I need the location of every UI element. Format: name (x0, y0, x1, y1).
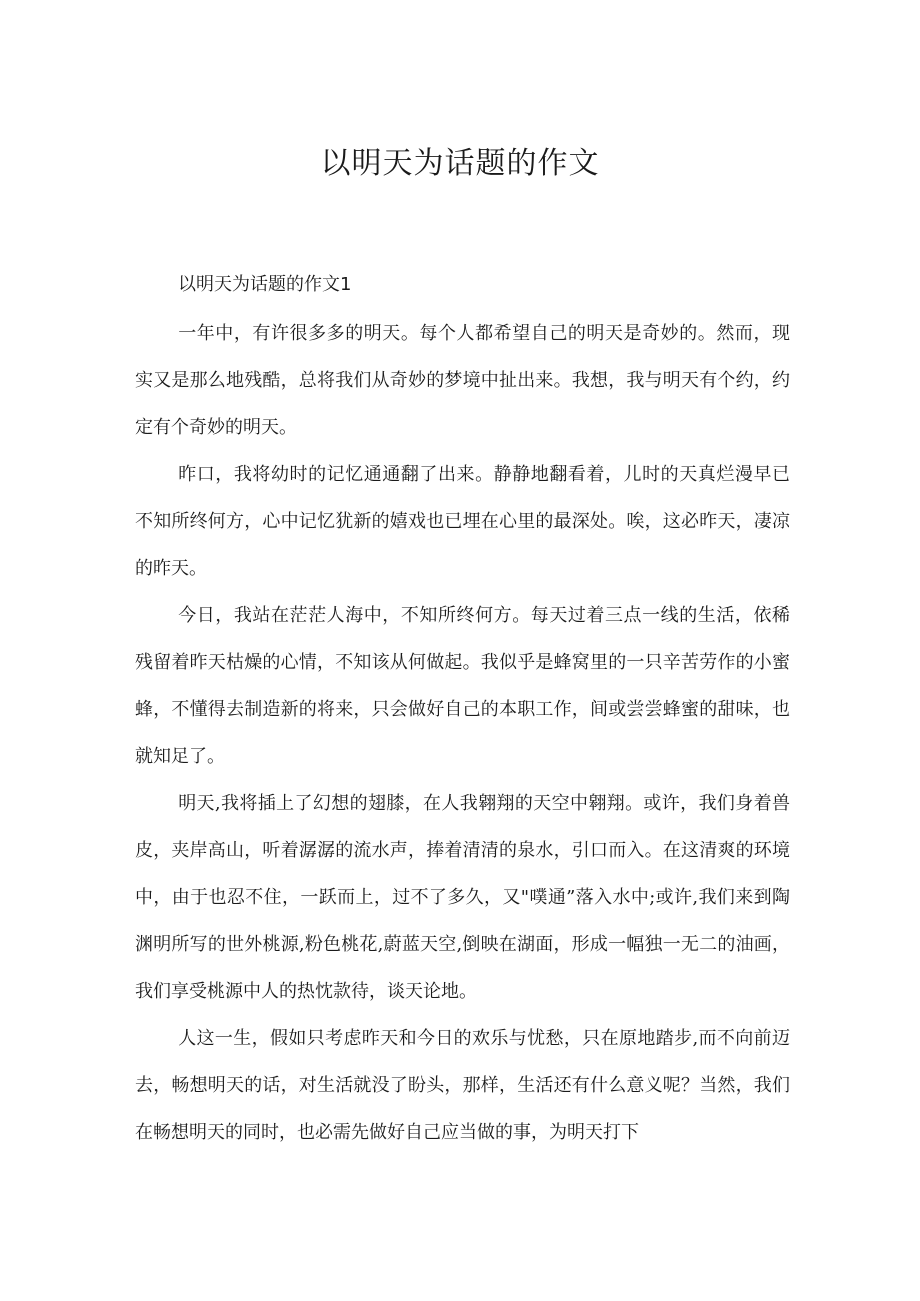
document-title: 以明天为话题的作文 (320, 146, 600, 181)
section-heading: 以明天为话题的作文1 (178, 274, 352, 295)
document-body (135, 310, 790, 1156)
paragraph: 今日，我站在茫茫人海中，不知所终何方。每天过着三点一线的生活，依稀残留着昨天枯燥的心情，不知该从何做起。我似乎是蜂窝里的一只辛苦劳作的小蜜蜂，不懂得去制造新的将来，只会做好自己的本职工作，间或尝尝蜂蜜的甜味，也就知足了。 (135, 605, 790, 767)
paragraph: 一年中，有许很多多的明天。每个人都希望自己的明天是奇妙的。然而，现实又是那么地残酷，总将我们从奇妙的梦境中扯出来。我想，我与明天有个约，约定有个奇妙的明天。 (135, 323, 790, 438)
paragraph: 昨口，我将幼时的记忆通通翻了出来。静静地翻看着，儿时的天真烂漫早已不知所终何方，心中记忆犹新的嬉戏也已埋在心里的最深处。唉，这必昨天，凄凉的昨天。 (135, 464, 790, 579)
paragraph: 人这一生，假如只考虑昨天和今日的欢乐与忧愁，只在原地踏步,而不向前迈去，畅想明天的话，对生活就没了盼头，那样，生活还有什么意义呢？当然，我们在畅想明天的同时，也必需先做好自己应当做的事，为明天打下 (135, 1028, 790, 1143)
paragraph: 明天,我将插上了幻想的翅膝，在人我翱翔的天空中翱翔。或许，我们身着兽皮，夹岸高山，听着潺潺的流水声，捧着清清的泉水，引口而入。在这清爽的环境中，由于也忍不住，一跃而上，过不了多久，又"噗通”落入水中;或许,我们来到陶渊明所写的世外桃源,粉色桃花,蔚蓝天空,倒映在湖面，形成一幅独一无二的油画，我们享受桃源中人的热忱款待，谈天论地。 (135, 793, 790, 1002)
